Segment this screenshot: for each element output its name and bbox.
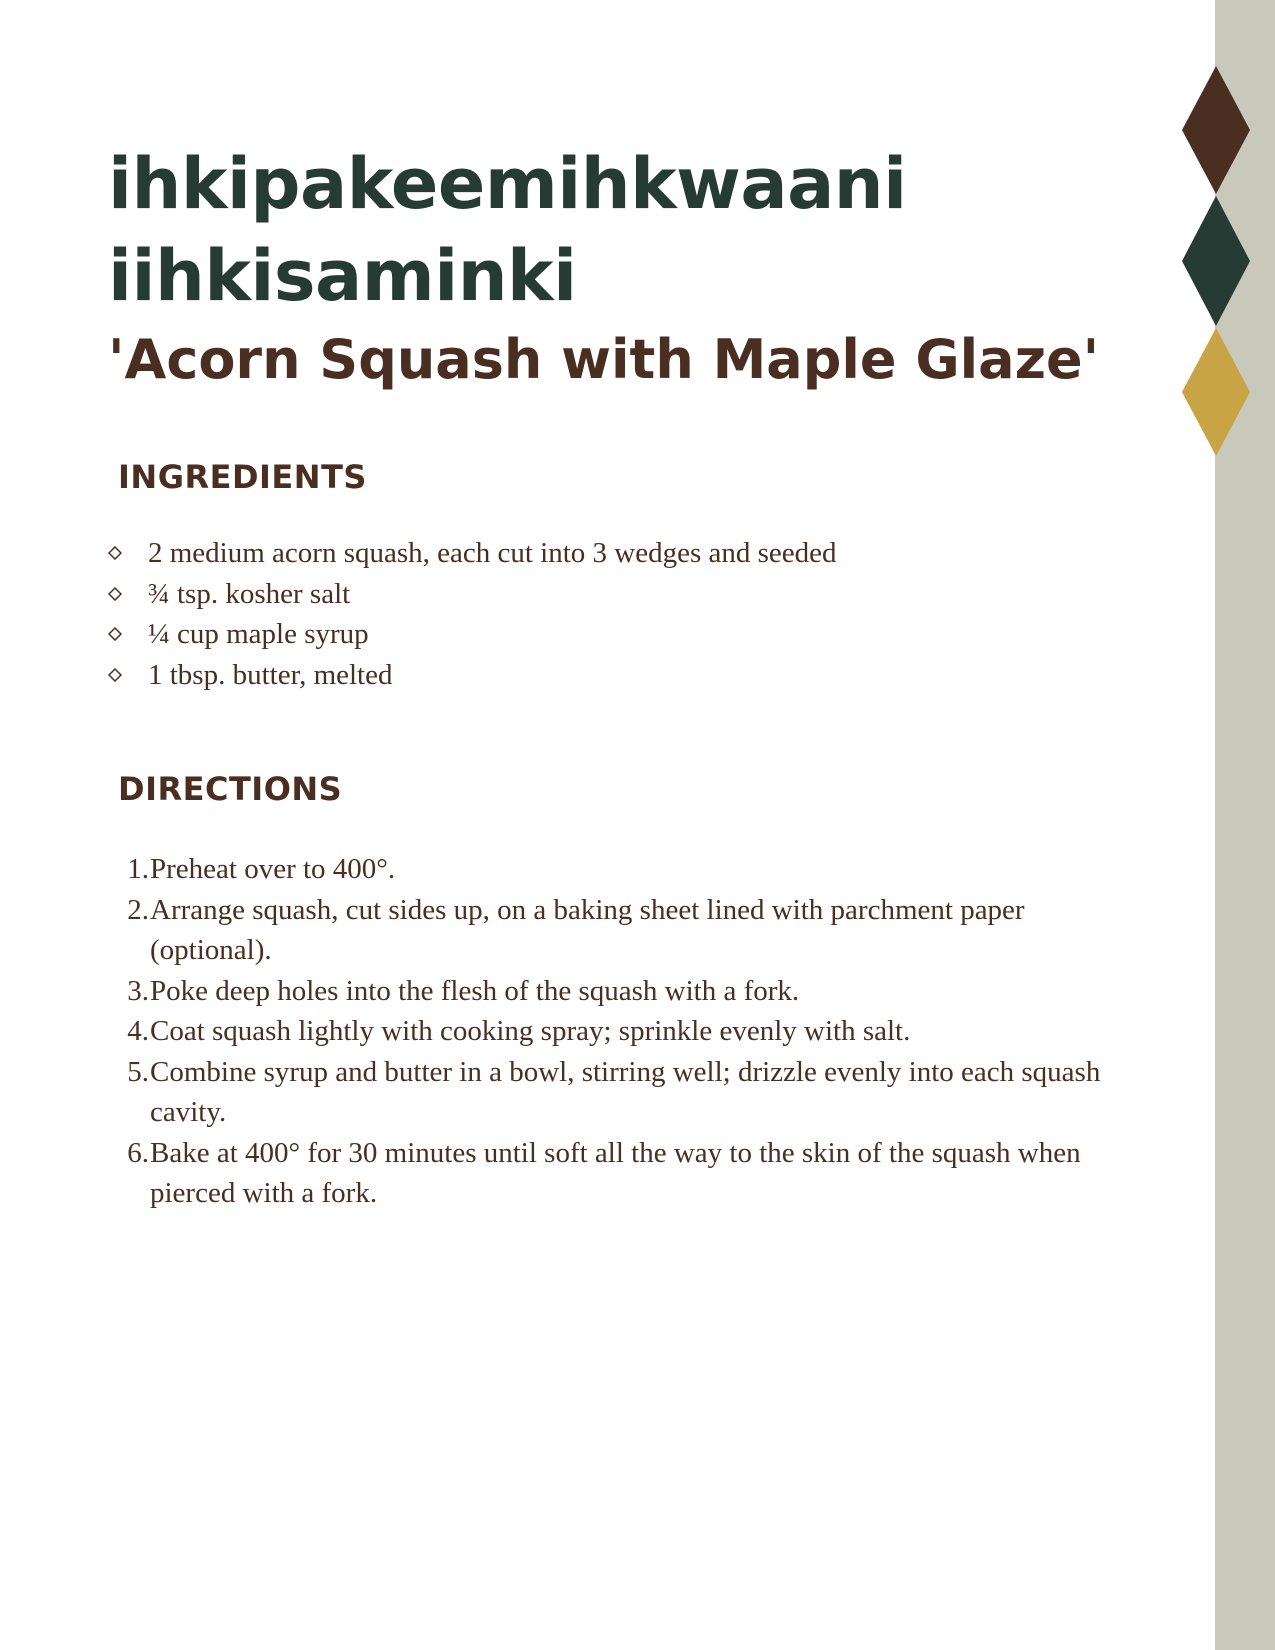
title-english: 'Acorn Squash with Maple Glaze' — [108, 328, 1100, 391]
directions-heading: DIRECTIONS — [118, 770, 343, 808]
direction-list — [108, 849, 1158, 1214]
direction-step — [108, 849, 1158, 890]
step-text: Bake at 400° for 30 minutes until soft all the way to the skin of the squash when pierced with a fork. — [150, 1136, 1081, 1209]
step-number: 4. — [127, 1015, 149, 1047]
step-number: 5. — [127, 1055, 149, 1088]
step-number: 2. — [127, 893, 149, 926]
ingredient-text: ¼ cup maple syrup — [148, 618, 369, 650]
brown-diamond-icon — [1182, 66, 1250, 194]
step-text: Poke deep holes into the flesh of the squash with a fork. — [150, 974, 800, 1007]
step-number: 3. — [127, 974, 149, 1007]
title-native — [108, 138, 1148, 322]
step-text: Coat squash lightly with cooking spray; sprinkle evenly with salt. — [150, 1015, 911, 1047]
direction-step — [108, 971, 1158, 1012]
diamond-ornament — [1182, 66, 1250, 456]
recipe-title — [108, 138, 1148, 398]
ingredient-list — [108, 533, 1158, 695]
step-text: Combine syrup and butter in a bowl, stirring well; drizzle evenly into each squash cavity. — [150, 1055, 1101, 1128]
ingredients-heading: INGREDIENTS — [118, 458, 367, 496]
diamond-bullet-icon — [108, 587, 122, 601]
direction-step — [108, 1052, 1158, 1133]
ingredient-text: 2 medium acorn squash, each cut into 3 wedges and seeded — [148, 537, 837, 569]
diamond-bullet-icon — [108, 627, 122, 641]
ingredient-item — [108, 655, 1158, 696]
title-native-line-1: ihkipakeemihkwaani — [108, 143, 907, 225]
step-number: 6. — [127, 1136, 149, 1169]
ingredient-item — [108, 614, 1158, 655]
direction-step — [108, 1011, 1158, 1052]
step-text: Preheat over to 400°. — [150, 853, 396, 885]
step-number: 1. — [127, 853, 149, 885]
title-native-line-2: iihkisaminki — [108, 235, 577, 317]
ingredient-item — [108, 574, 1158, 615]
diamond-bullet-icon — [108, 546, 122, 560]
gold-diamond-icon — [1182, 328, 1250, 456]
step-text: Arrange squash, cut sides up, on a baking sheet lined with parchment paper (optional). — [150, 893, 1025, 966]
ingredient-item — [108, 533, 1158, 574]
ingredient-text: ¾ tsp. kosher salt — [148, 577, 351, 610]
direction-step — [108, 890, 1158, 971]
green-diamond-icon — [1182, 196, 1250, 326]
direction-step — [108, 1133, 1158, 1214]
ingredient-text: 1 tbsp. butter, melted — [148, 658, 393, 691]
diamond-bullet-icon — [108, 668, 122, 682]
